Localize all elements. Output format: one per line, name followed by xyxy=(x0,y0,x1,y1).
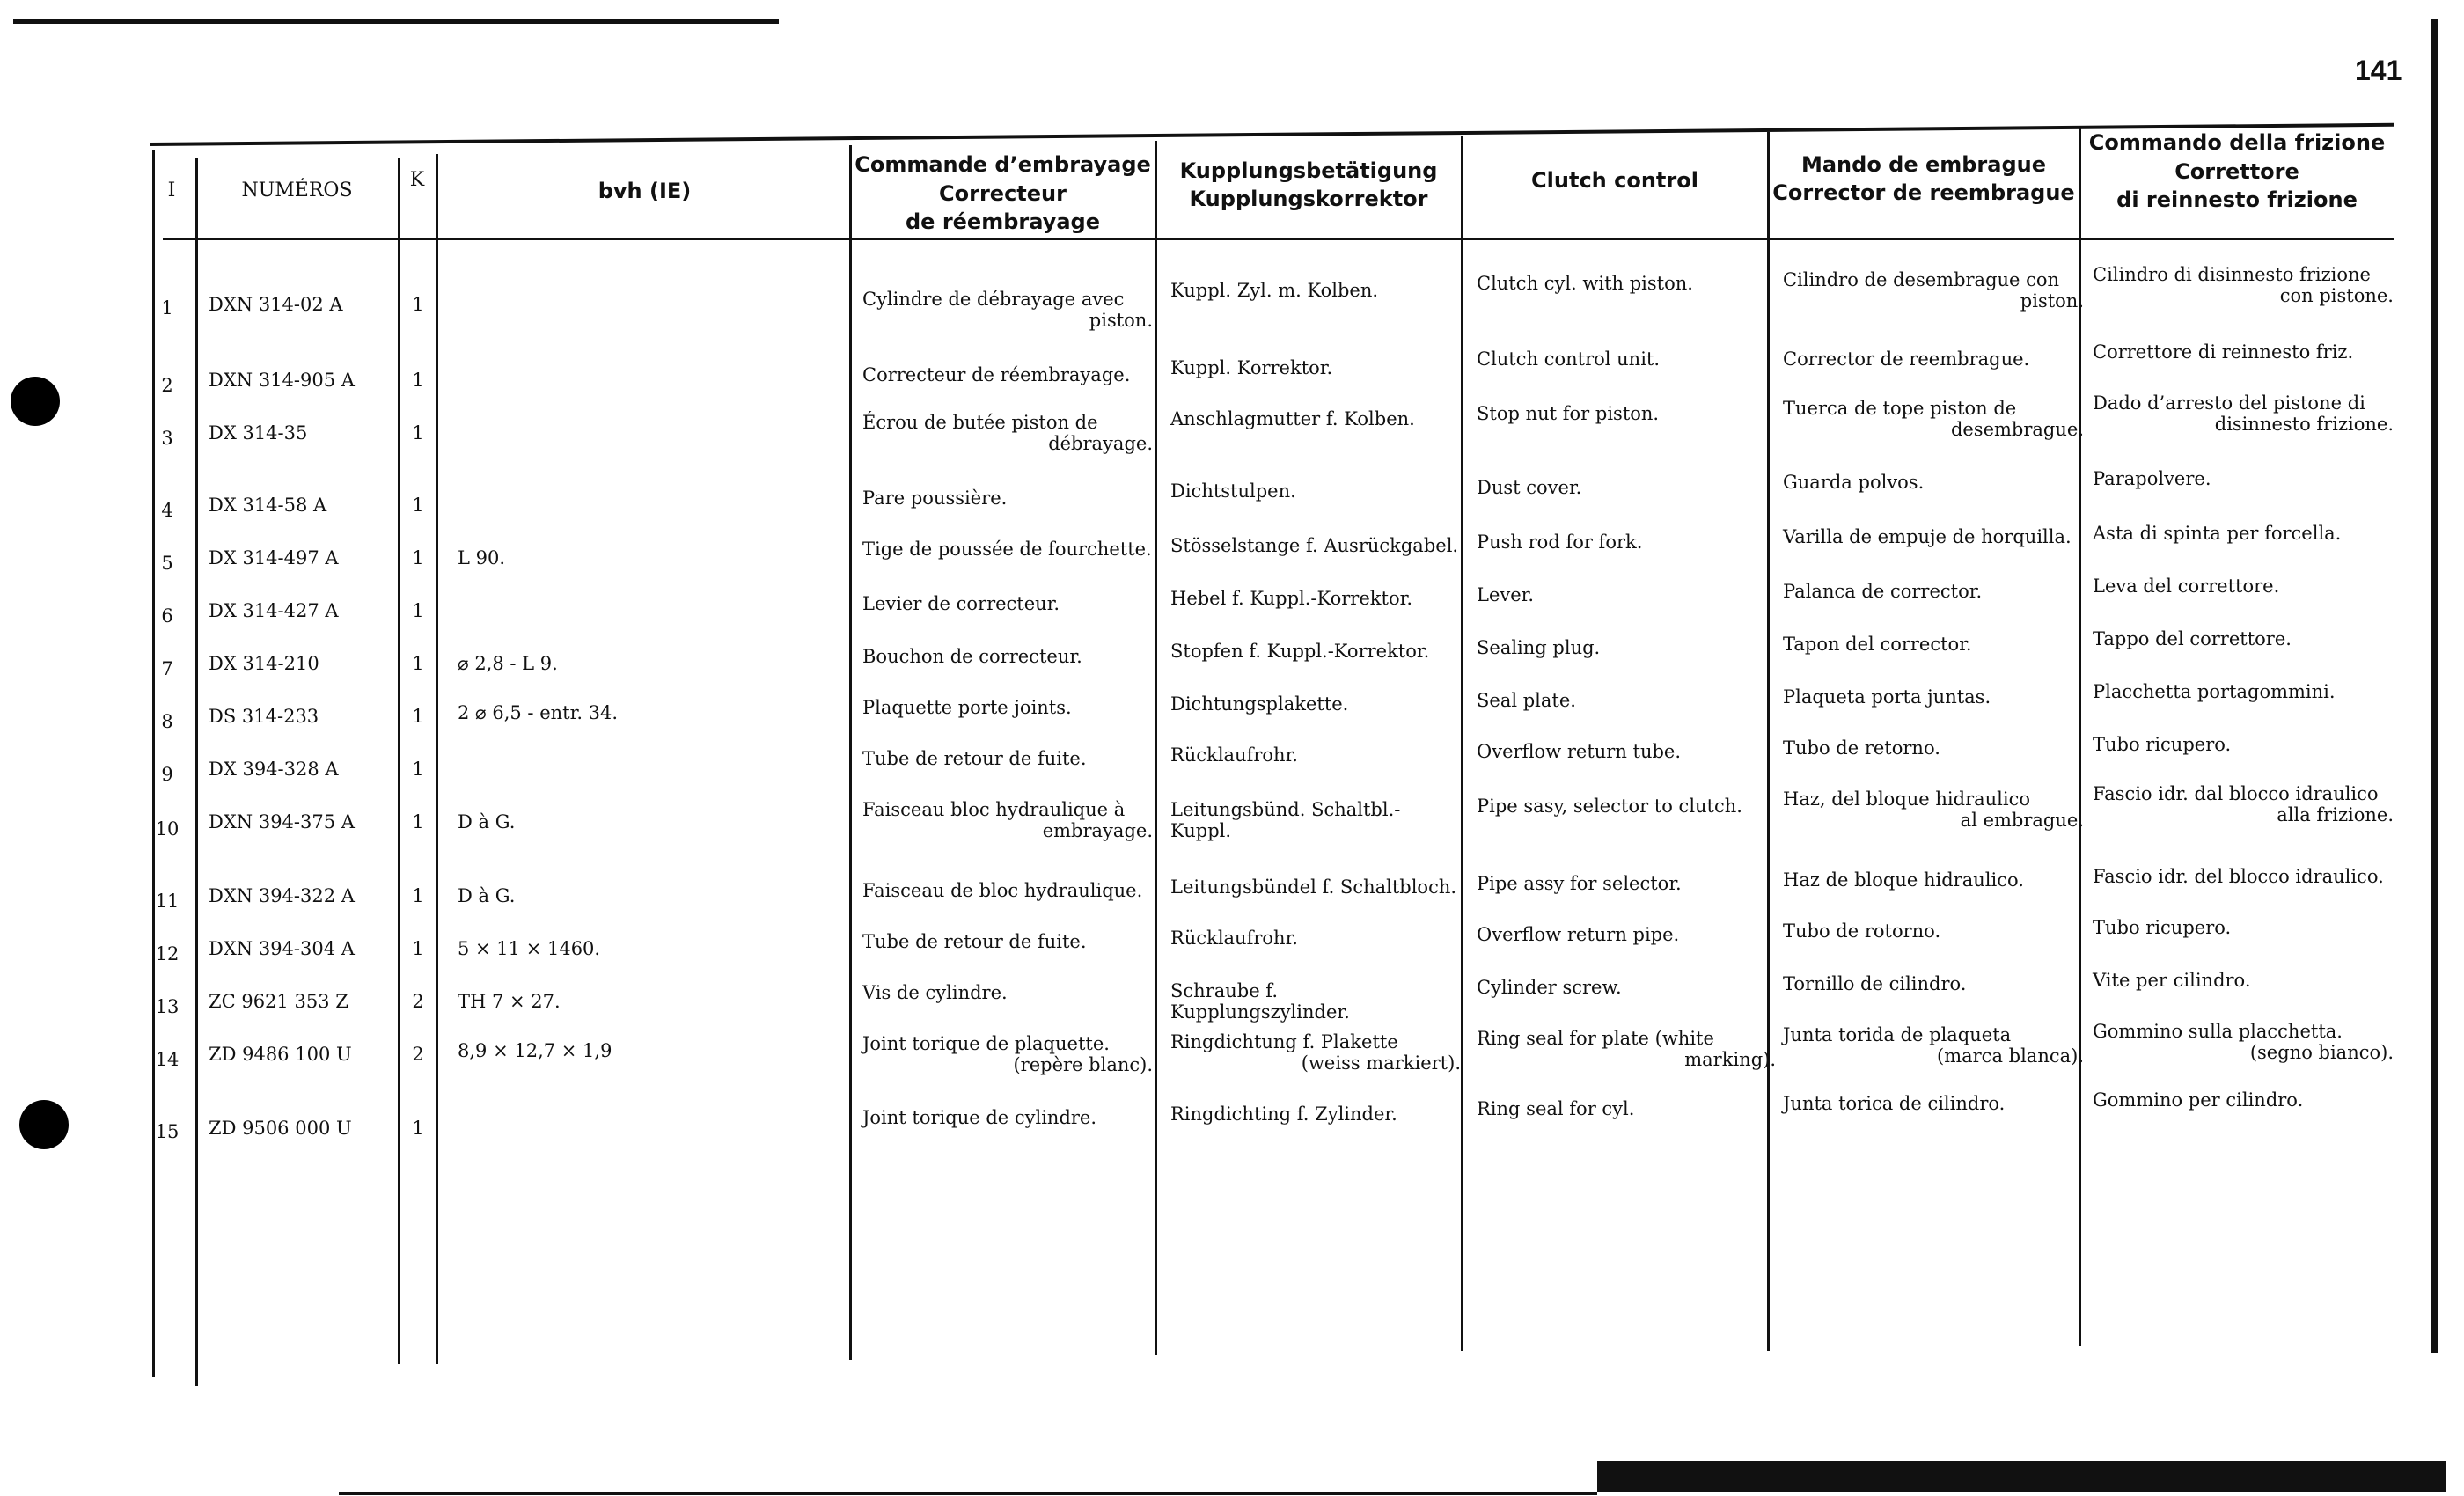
part-number: DX 314-58 A xyxy=(209,495,327,516)
desc-de: Leitungsbündel f. Schaltbloch. xyxy=(1170,876,1457,898)
part-number: DX 394-328 A xyxy=(209,759,339,780)
row-number: 7 xyxy=(161,658,173,679)
desc-it: Tubo ricupero. xyxy=(2093,917,2232,938)
quantity: 1 xyxy=(412,422,424,444)
header-es: Mando de embrague Corrector de reembrague xyxy=(1772,151,2075,205)
desc-es: Tubo de retorno. xyxy=(1783,737,1940,759)
desc-it: Placchetta portagommini. xyxy=(2093,681,2336,702)
desc-it: Fascio idr. del blocco idraulico. xyxy=(2093,866,2384,887)
desc-en: Clutch control unit. xyxy=(1477,348,1661,370)
desc-en: Lever. xyxy=(1477,584,1535,605)
quantity: 1 xyxy=(412,370,424,391)
desc-it: Leva del correttore. xyxy=(2093,576,2280,597)
desc-de: Kuppl. Korrektor. xyxy=(1170,357,1333,378)
row-number: 15 xyxy=(155,1121,180,1142)
desc-de: Ringdichtung f. Plakette (weiss markiert). xyxy=(1170,1031,1461,1074)
desc-it: Parapolvere. xyxy=(2093,468,2211,489)
header-k: K xyxy=(409,169,425,192)
header-it: Commando della frizione Correttore di reinnesto frizione xyxy=(2088,130,2386,213)
desc-es: Varilla de empuje de horquilla. xyxy=(1783,526,2072,547)
desc-de: Hebel f. Kuppl.-Korrektor. xyxy=(1170,588,1412,609)
desc-de: Stopfen f. Kuppl.-Korrektor. xyxy=(1170,641,1430,662)
desc-en: Stop nut for piston. xyxy=(1477,403,1660,424)
part-number: DXN 394-375 A xyxy=(209,811,355,832)
desc-fr: Cylindre de débrayage avec piston. xyxy=(862,289,1153,331)
desc-en: Seal plate. xyxy=(1477,690,1576,711)
binder-hole-top xyxy=(11,377,60,426)
bvh-spec: 5 × 11 × 1460. xyxy=(458,938,601,959)
desc-es: Cilindro de desembrague con piston. xyxy=(1783,269,2084,312)
desc-es: Junta torica de cilindro. xyxy=(1783,1093,2006,1114)
desc-en: Pipe assy for selector. xyxy=(1477,873,1682,894)
desc-it: Gommino per cilindro. xyxy=(2093,1089,2304,1111)
desc-fr: Tube de retour de fuite. xyxy=(862,931,1087,952)
row-number: 8 xyxy=(161,711,173,732)
part-number: ZD 9486 100 U xyxy=(209,1044,352,1065)
part-number: DXN 314-02 A xyxy=(209,294,343,315)
bvh-spec: D à G. xyxy=(458,885,516,906)
row-number: 13 xyxy=(155,996,180,1017)
desc-fr: Tube de retour de fuite. xyxy=(862,748,1087,769)
part-number: DX 314-427 A xyxy=(209,600,339,621)
quantity: 1 xyxy=(412,547,424,568)
desc-es: Tapon del corrector. xyxy=(1783,634,1972,655)
part-number: ZD 9506 000 U xyxy=(209,1118,352,1139)
header-en: Clutch control xyxy=(1531,167,1698,193)
desc-es: Palanca de corrector. xyxy=(1783,581,1983,602)
col-line-4 xyxy=(849,145,852,1360)
desc-fr: Écrou de butée piston de débrayage. xyxy=(862,412,1153,454)
quantity: 1 xyxy=(412,1118,424,1139)
desc-it: Tubo ricupero. xyxy=(2093,734,2232,755)
row-number: 10 xyxy=(155,818,180,840)
bvh-spec: 2 ⌀ 6,5 - entr. 34. xyxy=(458,702,619,723)
header-numeros: NUMÉROS xyxy=(241,180,353,202)
quantity: 1 xyxy=(412,653,424,674)
row-number: 5 xyxy=(161,553,173,574)
header-de: Kupplungsbetätigung Kupplungskorrektor xyxy=(1179,158,1438,211)
bvh-spec: 8,9 × 12,7 × 1,9 xyxy=(458,1040,612,1061)
binder-hole-bottom xyxy=(19,1100,69,1149)
desc-fr: Vis de cylindre. xyxy=(862,982,1008,1003)
desc-de: Ringdichting f. Zylinder. xyxy=(1170,1104,1397,1125)
desc-es: Tuerca de tope piston de desembrague. xyxy=(1783,398,2084,440)
quantity: 1 xyxy=(412,495,424,516)
desc-fr: Pare poussière. xyxy=(862,488,1008,509)
part-number: DXN 394-322 A xyxy=(209,885,355,906)
col-line-5 xyxy=(1155,141,1157,1355)
desc-fr: Tige de poussée de fourchette. xyxy=(862,539,1152,560)
header-fr: Commande d’embrayage Correcteur de réembrayage xyxy=(854,152,1151,235)
bvh-spec: TH 7 × 27. xyxy=(458,991,561,1012)
desc-fr: Plaquette porte joints. xyxy=(862,697,1072,718)
desc-es: Tornillo de cilindro. xyxy=(1783,973,1967,994)
row-number: 3 xyxy=(161,428,173,449)
parts-table xyxy=(150,0,2394,1496)
desc-en: Cylinder screw. xyxy=(1477,977,1622,998)
row-number: 12 xyxy=(155,943,180,964)
desc-en: Overflow return tube. xyxy=(1477,741,1682,762)
header-bvh: bvh (IE) xyxy=(598,178,692,203)
quantity: 1 xyxy=(412,938,424,959)
desc-it: Dado d’arresto del pistone di disinnesto frizione. xyxy=(2093,392,2394,435)
quantity: 2 xyxy=(412,991,424,1012)
desc-en: Push rod for fork. xyxy=(1477,532,1643,553)
quantity: 1 xyxy=(412,706,424,727)
desc-fr: Correcteur de réembrayage. xyxy=(862,364,1131,385)
desc-en: Pipe sasy, selector to clutch. xyxy=(1477,796,1742,817)
desc-de: Schraube f. Kupplungszylinder. xyxy=(1170,980,1350,1023)
desc-de: Dichtungsplakette. xyxy=(1170,693,1349,715)
part-number: DS 314-233 xyxy=(209,706,319,727)
quantity: 1 xyxy=(412,294,424,315)
col-line-6 xyxy=(1461,136,1463,1351)
desc-de: Leitungsbünd. Schaltbl.-Kuppl. xyxy=(1170,799,1401,841)
desc-fr: Joint torique de cylindre. xyxy=(862,1107,1097,1128)
desc-es: Plaqueta porta juntas. xyxy=(1783,686,1991,708)
col-line-1 xyxy=(195,158,198,1386)
desc-it: Vite per cilindro. xyxy=(2093,970,2251,991)
desc-en: Sealing plug. xyxy=(1477,637,1601,658)
row-number: 11 xyxy=(155,891,180,912)
row-number: 6 xyxy=(161,605,173,627)
desc-it: Correttore di reinnesto friz. xyxy=(2093,341,2354,363)
desc-de: Rücklaufrohr. xyxy=(1170,744,1298,766)
desc-fr: Bouchon de correcteur. xyxy=(862,646,1082,667)
row-number: 9 xyxy=(161,764,173,785)
desc-fr: Faisceau bloc hydraulique à embrayage. xyxy=(862,799,1153,841)
desc-es: Haz de bloque hidraulico. xyxy=(1783,869,2024,891)
desc-es: Corrector de reembrague. xyxy=(1783,348,2030,370)
desc-de: Rücklaufrohr. xyxy=(1170,928,1298,949)
desc-es: Guarda polvos. xyxy=(1783,472,1925,493)
desc-it: Tappo del correttore. xyxy=(2093,628,2292,649)
desc-de: Dichtstulpen. xyxy=(1170,480,1296,502)
desc-it: Gommino sulla placchetta. (segno bianco). xyxy=(2093,1021,2394,1063)
desc-de: Anschlagmutter f. Kolben. xyxy=(1170,408,1415,429)
quantity: 2 xyxy=(412,1044,424,1065)
bvh-spec: D à G. xyxy=(458,811,516,832)
bvh-spec: ⌀ 2,8 - L 9. xyxy=(458,653,558,674)
desc-de: Kuppl. Zyl. m. Kolben. xyxy=(1170,280,1379,301)
desc-en: Overflow return pipe. xyxy=(1477,924,1680,945)
bvh-spec: L 90. xyxy=(458,547,506,568)
desc-it: Cilindro di disinnesto frizione con pistone. xyxy=(2093,264,2394,306)
part-number: ZC 9621 353 Z xyxy=(209,991,348,1012)
desc-it: Fascio idr. dal blocco idraulico alla frizione. xyxy=(2093,783,2394,825)
part-number: DX 314-497 A xyxy=(209,547,339,568)
desc-es: Tubo de rotorno. xyxy=(1783,920,1941,942)
part-number: DX 314-210 xyxy=(209,653,319,674)
quantity: 1 xyxy=(412,811,424,832)
row-number: 14 xyxy=(155,1049,180,1070)
page-number: 141 xyxy=(2355,55,2402,86)
desc-fr: Faisceau de bloc hydraulique. xyxy=(862,880,1143,901)
quantity: 1 xyxy=(412,885,424,906)
desc-es: Haz, del bloque hidraulico al embrague. xyxy=(1783,788,2084,831)
desc-es: Junta torida de plaqueta (marca blanca). xyxy=(1783,1024,2084,1067)
part-number: DX 314-35 xyxy=(209,422,308,444)
quantity: 1 xyxy=(412,600,424,621)
row-number: 4 xyxy=(161,500,173,521)
desc-it: Asta di spinta per forcella. xyxy=(2093,523,2342,544)
desc-en: Ring seal for plate (white marking). xyxy=(1477,1028,1776,1070)
desc-en: Ring seal for cyl. xyxy=(1477,1098,1635,1119)
part-number: DXN 314-905 A xyxy=(209,370,355,391)
header-index: I xyxy=(167,180,176,202)
desc-fr: Levier de correcteur. xyxy=(862,593,1060,614)
part-number: DXN 394-304 A xyxy=(209,938,355,959)
desc-de: Stösselstange f. Ausrückgabel. xyxy=(1170,535,1459,556)
row-number: 2 xyxy=(161,375,173,396)
desc-en: Clutch cyl. with piston. xyxy=(1477,273,1693,294)
col-line-3 xyxy=(436,154,438,1364)
desc-fr: Joint torique de plaquette. (repère blanc). xyxy=(862,1033,1153,1075)
row-number: 1 xyxy=(161,297,173,319)
right-edge-rule xyxy=(2431,19,2438,1353)
desc-en: Dust cover. xyxy=(1477,477,1582,498)
col-line-2 xyxy=(398,158,400,1364)
quantity: 1 xyxy=(412,759,424,780)
